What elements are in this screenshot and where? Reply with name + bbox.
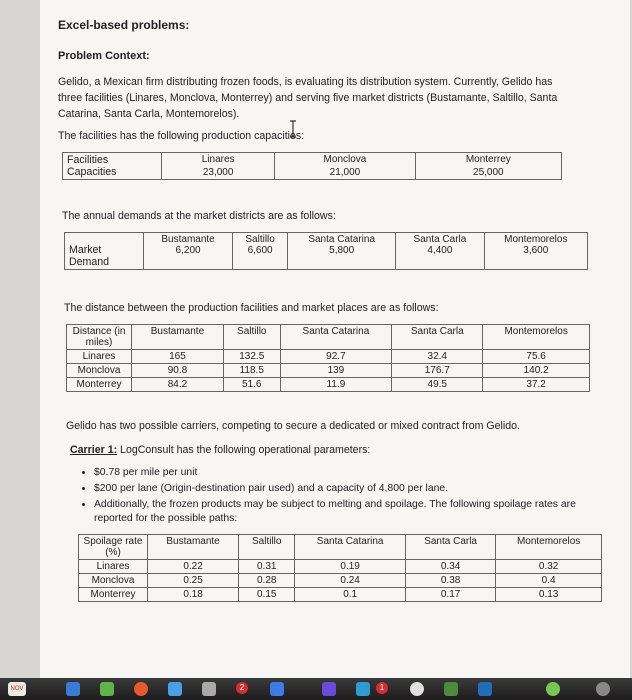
spoilage-header: Bustamante [148, 535, 239, 560]
demand-value: 3,600 [523, 245, 549, 256]
spoilage-value: 0.19 [295, 560, 406, 574]
spoilage-header: Saltillo [239, 535, 295, 560]
app-icon[interactable] [270, 682, 284, 696]
carriers-intro: Gelido has two possible carriers, competing to secure a dedicated or mixed contract from Gelido. [66, 420, 520, 432]
spoilage-value: 0.17 [405, 588, 495, 602]
distance-value: 90.8 [132, 364, 224, 378]
capacities-row-label: Facilities Capacities [63, 153, 162, 180]
spoilage-corner: Spoilage rate (%) [79, 535, 148, 560]
notification-badge: 2 [236, 682, 248, 694]
messages-icon[interactable] [100, 682, 114, 696]
spoilage-value: 0.38 [405, 574, 495, 588]
demand-value: 5,800 [329, 245, 355, 256]
row-label: Linares [67, 350, 132, 364]
notification-badge: 1 [376, 682, 388, 694]
calendar-icon[interactable]: NOV [8, 682, 26, 696]
list-item: • $0.78 per mile per unit [94, 466, 584, 480]
carrier1-line [70, 444, 370, 456]
distance-header: Santa Catarina [280, 325, 392, 350]
table-row [67, 350, 590, 364]
app-icon[interactable] [478, 682, 492, 696]
app-icon[interactable] [134, 682, 148, 696]
carrier1-text: LogConsult has the following operational parameters: [117, 444, 371, 456]
distance-value: 132.5 [223, 350, 280, 364]
capacity-value: 23,000 [162, 166, 275, 180]
carrier1-label: Carrier 1: [70, 444, 118, 456]
spoilage-value: 0.24 [295, 574, 406, 588]
demand-cell [288, 233, 396, 270]
page-heading: Excel-based problems: [58, 18, 190, 32]
demand-value: 4,400 [427, 245, 453, 256]
carrier1-bullets [70, 464, 584, 528]
distance-table [66, 324, 590, 392]
app-icon[interactable] [168, 682, 182, 696]
distance-value: 32.4 [392, 350, 483, 364]
row-label: Linares [79, 560, 148, 574]
dock [0, 678, 632, 700]
demand-header: Saltillo [245, 234, 275, 245]
table-row [79, 560, 602, 574]
row-label: Monterrey [67, 378, 132, 392]
distance-header: Santa Carla [392, 325, 483, 350]
distance-value: 11.9 [280, 378, 392, 392]
spoilage-value: 0.25 [148, 574, 239, 588]
distance-value: 92.7 [280, 350, 392, 364]
text-cursor-icon [288, 120, 298, 138]
spoilage-header: Santa Catarina [295, 535, 406, 560]
row-label: Monclova [79, 574, 148, 588]
distance-value: 51.6 [223, 378, 280, 392]
distance-value: 139 [280, 364, 392, 378]
table-row [67, 364, 590, 378]
demand-cell [233, 233, 288, 270]
demand-table [64, 232, 588, 270]
table-row [67, 378, 590, 392]
demand-cell [484, 233, 587, 270]
spoilage-value: 0.34 [405, 560, 495, 574]
row-label: Monterrey [79, 588, 148, 602]
demand-value: 6,200 [175, 245, 201, 256]
capacities-intro: The facilities has the following production capacities: [58, 130, 305, 142]
demand-value: 6,600 [247, 245, 273, 256]
row-label: Monclova [67, 364, 132, 378]
distance-intro: The distance between the production facilities and market places are as follows: [64, 302, 439, 314]
spoilage-value: 0.31 [239, 560, 295, 574]
distance-value: 75.6 [483, 350, 590, 364]
table-row [79, 588, 602, 602]
demand-header: Bustamante [161, 234, 215, 245]
capacities-table [62, 152, 562, 180]
capacity-header: Linares [162, 153, 275, 167]
spoilage-header: Santa Carla [405, 535, 495, 560]
demand-header: Montemorelos [504, 234, 568, 245]
spoilage-value: 0.1 [295, 588, 406, 602]
spoilage-value: 0.13 [496, 588, 602, 602]
distance-value: 165 [132, 350, 224, 364]
distance-value: 49.5 [392, 378, 483, 392]
app-icon[interactable] [202, 682, 216, 696]
spoilage-value: 0.22 [148, 560, 239, 574]
app-icon[interactable] [410, 682, 424, 696]
distance-value: 37.2 [483, 378, 590, 392]
settings-icon[interactable] [596, 682, 610, 696]
distance-header: Saltillo [223, 325, 280, 350]
distance-value: 176.7 [392, 364, 483, 378]
distance-corner: Distance (in miles) [67, 325, 132, 350]
table-row [79, 574, 602, 588]
list-item: • $200 per lane (Origin-destination pair used) and a capacity of 4,800 per lane. [94, 482, 584, 496]
star-icon[interactable] [322, 682, 336, 696]
spoilage-value: 0.15 [239, 588, 295, 602]
list-item: • Additionally, the frozen products may be subject to melting and spoilage. The following spoilage rates are reported for the possible paths: [94, 498, 584, 526]
demand-header: Santa Carla [413, 234, 467, 245]
app-icon[interactable] [546, 682, 560, 696]
capacity-header: Monterrey [415, 153, 561, 167]
app-icon[interactable] [356, 682, 370, 696]
spoilage-value: 0.28 [239, 574, 295, 588]
spoilage-value: 0.18 [148, 588, 239, 602]
spoilage-value: 0.4 [496, 574, 602, 588]
capacity-header: Monclova [275, 153, 415, 167]
spoilage-header: Montemorelos [496, 535, 602, 560]
distance-header: Bustamante [132, 325, 224, 350]
app-icon[interactable] [444, 682, 458, 696]
context-heading: Problem Context: [58, 50, 150, 62]
spoilage-table [78, 534, 602, 602]
demands-intro: The annual demands at the market districts are as follows: [62, 210, 336, 222]
context-paragraph: Gelido, a Mexican firm distributing frozen foods, is evaluating its distribution system. Currently, Gelido has three facilities (Linares, Monclova, Monterrey) and serving five market districts (Bustamante, Saltillo, Santa Catarina, Santa Carla, Montemorelos). [58, 76, 558, 120]
demand-header: Santa Catarina [308, 234, 376, 245]
demand-row-label: Market Demand [65, 233, 144, 270]
demand-cell [144, 233, 233, 270]
distance-value: 84.2 [132, 378, 224, 392]
document-page [40, 0, 630, 678]
finder-icon[interactable] [66, 682, 80, 696]
capacity-value: 25,000 [415, 166, 561, 180]
distance-value: 140.2 [483, 364, 590, 378]
distance-value: 118.5 [223, 364, 280, 378]
distance-header: Montemorelos [483, 325, 590, 350]
demand-cell [396, 233, 484, 270]
spoilage-value: 0.32 [496, 560, 602, 574]
capacity-value: 21,000 [275, 166, 415, 180]
